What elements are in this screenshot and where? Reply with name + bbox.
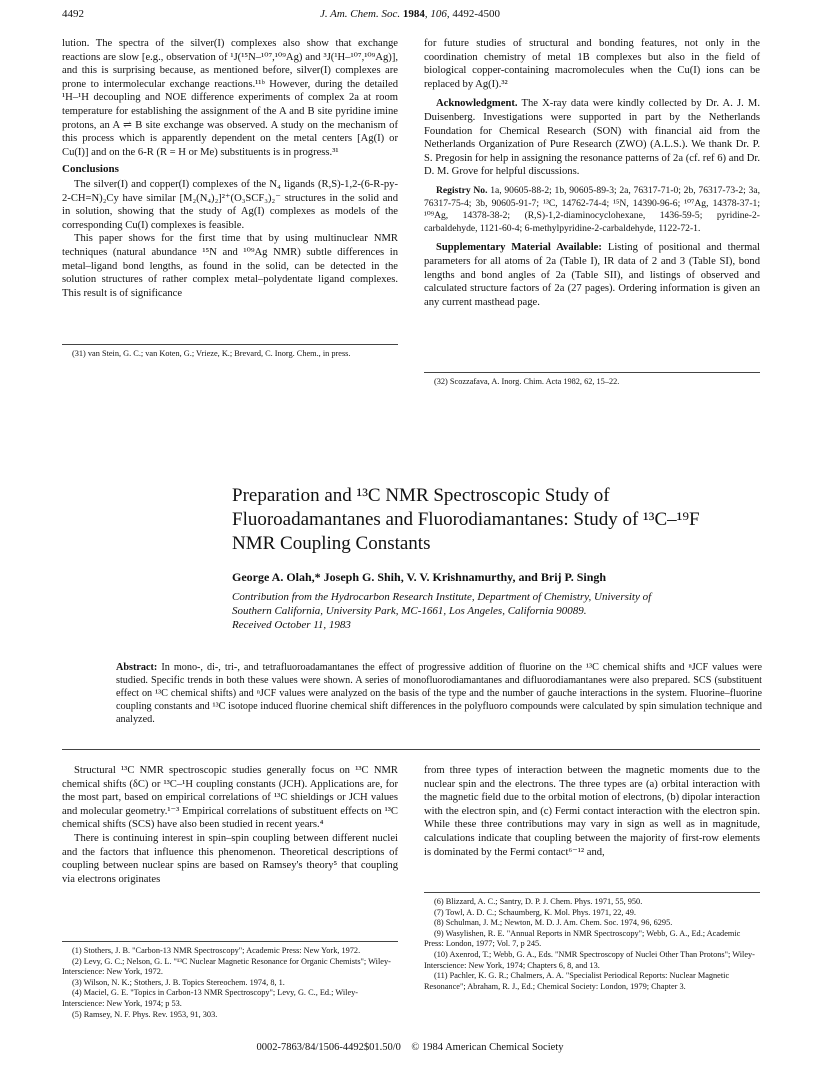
article-left-column bbox=[62, 764, 398, 886]
footnote-item: (11) Pachler, K. G. R.; Chalmers, A. A. "Specialist Periodical Reports: Nuclear Magnetic Resonance"; Abraham, R. J., Ed.; Chemical Society: London, 1979; Chapter 3. bbox=[424, 971, 730, 991]
registry-label: Registry No. bbox=[436, 184, 488, 196]
footnote-rule bbox=[424, 372, 760, 373]
registry-text: 1a, 90605-88-2; 1b, 90605-89-3; 2a, 76317-71-0; 2b, 76317-73-2; 3a, 76317-75-4; 3b, 90605-91-7; ¹³C, 14762-74-4; ¹⁵N, 14390-96-6; ¹⁰⁷Ag, 14378-37-1; ¹⁰⁹Ag, 14378-38-2; (R,S)-1,2-diaminocyclohexane, 1436-59-5; pyridine-2-carbaldehyde, 1121-60-4; 6-methylpyridine-2-carbaldehyde, 1122-72-1. bbox=[424, 184, 760, 234]
prev-article-right-column bbox=[424, 37, 760, 309]
article-affiliation bbox=[232, 590, 772, 632]
article-footnotes-left bbox=[62, 946, 398, 1020]
journal-year: 1984 bbox=[402, 8, 425, 20]
page-number: 4492 bbox=[62, 8, 84, 20]
footnote-text: (32) Scozzafava, A. Inorg. Chim. Acta 1982, 62, 15–22. bbox=[434, 377, 620, 386]
supplementary-material bbox=[424, 241, 760, 309]
body-paragraph: from three types of interaction between the magnetic moments due to the nuclear spin and the electrons. The three types are (a) orbital interaction with the magnetic field due to the orbital motion of electrons, (b) dipolar interaction with the electron spin, and (c) Fermi contact interaction with the electron spin. While these three contributions may vary in sign as well as in magnitude, calculations indicate that coupling between the majority of first-row elements is dominated by the Fermi contact⁶⁻¹² and, bbox=[424, 765, 760, 858]
footnote-rule bbox=[62, 941, 398, 942]
footnote-item: (1) Stothers, J. B. "Carbon-13 NMR Spectroscopy"; Academic Press: New York, 1972. bbox=[72, 946, 361, 955]
footnote-item: (9) Wasylishen, R. E. "Annual Reports in NMR Spectroscopy"; Webb, G. A., Ed.; Academic Press: London, 1977; Vol. 7, p 245. bbox=[424, 928, 741, 949]
prev-footnote-31 bbox=[62, 349, 398, 360]
page-footer bbox=[0, 1042, 820, 1053]
journal-volume: 106 bbox=[430, 8, 447, 20]
title-line: NMR Coupling Constants bbox=[232, 533, 431, 554]
supplementary-label: Supplementary Material Available: bbox=[436, 242, 602, 254]
footnote-item: (4) Maciel, G. E. "Topics in Carbon-13 NMR Spectroscopy"; Levy, G. C., Ed.; Wiley-Interscience: New York, 1974; p 53. bbox=[62, 988, 359, 1008]
footnote-item: (2) Levy, G. C.; Nelson, G. L. "¹³C Nuclear Magnetic Resonance for Organic Chemists"; Wiley-Interscience: New York, 1972. bbox=[62, 956, 391, 977]
affiliation-line: Southern California, University Park, MC-1661, Los Angeles, California 90089. bbox=[232, 605, 587, 617]
conclusions-paragraph: The silver(I) and copper(I) complexes of the N₄ ligands (R,S)-1,2-(6-R-py-2-CH=N)₂Cy have similar [M₂(N₄)₂]²⁺(O₃SCF₃)₂⁻ structures in the solid and in solution, showing that the study of Ag(I) complexes as models of the corresponding Cu(I) complexes is feasible. bbox=[62, 178, 398, 231]
footnote-item: (3) Wilson, N. K.; Stothers, J. B. Topics Stereochem. 1974, 8, 1. bbox=[72, 977, 285, 987]
footnote-item: (8) Schulman, J. M.; Newton, M. D. J. Am. Chem. Soc. 1974, 96, 6295. bbox=[434, 918, 673, 928]
footer-code: 0002-7863/84/1506-4492$01.50/0 bbox=[256, 1042, 401, 1053]
prev-article-paragraph: for future studies of structural and bonding features, not only in the coordination chemistry of metal 1B complexes but also in the field of biological copper-containing macromolecules when the Cu(I) ions can be replaced by Ag(I).³² bbox=[424, 38, 760, 90]
conclusions-heading: Conclusions bbox=[62, 163, 119, 176]
affiliation-line: Contribution from the Hydrocarbon Research Institute, Department of Chemistry, University of bbox=[232, 591, 652, 603]
article-abstract bbox=[116, 661, 762, 726]
footnote-text: (31) van Stein, G. C.; van Koten, G.; Vrieze, K.; Brevard, C. Inorg. Chem., in press. bbox=[72, 349, 351, 358]
body-paragraph: Structural ¹³C NMR spectroscopic studies generally focus on ¹³C NMR chemical shifts (δC) or ¹³C–¹H coupling constants (JCH). Applications are, for the most part, based on empirical correlations of ¹³C shieldings or JCH values and molecular geometry.¹⁻³ Empirical correlations of substituent effects on ¹³C chemical shifts (SCS) have also been studied in recent years.⁴ bbox=[62, 765, 398, 831]
prev-article-paragraph: lution. The spectra of the silver(I) complexes also show that exchange reactions are slow [e.g., observation of ¹J(¹⁵N–¹⁰⁷,¹⁰⁹Ag) and ³J(¹H–¹⁰⁷,¹⁰⁹Ag)], and this is surprising because, as mentioned before, silver(I) complexes are prone to intermolecular exchange reactions.¹¹ᵇ However, during the detailed ¹H–¹H decoupling and NOE difference experiments of complex 2a at room temperature for establishing the assignment of the A and B site pyridine imine protons, an A ⇌ B site exchange was observed. A study on the mechanism of this process which is apparently dependent on the metal centers [Ag(I) or Cu(I)] and on the 6-R (R = H or Me) substituents is in progress.³¹ bbox=[62, 38, 398, 158]
article-title bbox=[232, 484, 772, 556]
supplementary-text: Listing of positional and thermal parameters for all atoms of 2a (Table I), IR data of 2 and 3 (Table SI), bond lengths and bond angles of 2a (Table SII), and listings of observed and calculated structure factors of 2a (27 pages). Ordering information is given an any current masthead page. bbox=[424, 242, 760, 308]
prev-article-left-column bbox=[62, 37, 398, 300]
article-authors: George A. Olah,* Joseph G. Shih, V. V. Krishnamurthy, and Brij P. Singh bbox=[232, 570, 607, 584]
footnote-rule bbox=[62, 344, 398, 345]
article-right-column bbox=[424, 764, 760, 859]
acknowledgment-label: Acknowledgment. bbox=[436, 98, 518, 110]
title-line: Preparation and ¹³C NMR Spectroscopic Study of bbox=[232, 485, 610, 506]
footnote-rule bbox=[424, 892, 760, 893]
journal-pages: 4492-4500 bbox=[452, 8, 501, 20]
conclusions-paragraph: This paper shows for the first time that by using multinuclear NMR techniques (natural abundance ¹⁵N and ¹⁰⁹Ag NMR) subtle differences in metal–ligand bond lengths, as found in the solid, can be detected in the solution structures of rather complex metal–polydentate ligand complexes. This result is of significance bbox=[62, 233, 398, 299]
footer-copyright: © 1984 American Chemical Society bbox=[411, 1042, 564, 1053]
prev-footnote-32 bbox=[424, 377, 760, 388]
acknowledgment-text: The X-ray data were kindly collected by Dr. A. J. M. Duisenberg. Investigations were supported in part by the Netherlands Foundation for Chemical Research (SON) with financial aid from the Netherlands Organization of Pure Research (ZWO) (A.L.S.). We thank Dr. P. S. Pregosin for help in assigning the resonance patterns of 2a (cf. ref 6) and Dr. D. M. Grove for helpful discussions. bbox=[424, 98, 760, 178]
article-footnotes-right bbox=[424, 897, 760, 992]
title-line: Fluoroadamantanes and Fluorodiamantanes: Study of ¹³C–¹⁹F bbox=[232, 509, 700, 530]
received-date: Received October 11, 1983 bbox=[232, 619, 351, 631]
section-rule bbox=[62, 749, 760, 750]
abstract-text: In mono-, di-, tri-, and tetrafluoroadamantanes the effect of progressive addition of fluorine on the ¹³C chemical shifts and ⁿJCF values were studied. Specific trends in both these values were shown. A series of monofluorodiamantanes and difluorodiamantanes were also prepared. SCS (substituent effect on ¹³C chemical shifts) and ⁿJCF values were analyzed on the basis of the type and the number of gauche interactions in the system. Fluorine–fluorine coupling constants and ¹³C isotope induced fluorine chemical shift differences in the polyfluoro compounds were calculated by spin simulation technique and analyzed. bbox=[116, 662, 762, 725]
footnote-item: (6) Blizzard, A. C.; Santry, D. P. J. Chem. Phys. 1971, 55, 950. bbox=[434, 897, 643, 906]
acknowledgment bbox=[424, 97, 760, 179]
abstract-label: Abstract: bbox=[116, 662, 158, 673]
registry-numbers bbox=[424, 185, 760, 235]
footnote-item: (5) Ramsey, N. F. Phys. Rev. 1953, 91, 303. bbox=[72, 1009, 218, 1019]
running-header: J. Am. Chem. Soc. 1984, 106, 4492-4500 bbox=[319, 8, 501, 20]
body-paragraph: There is continuing interest in spin–spin coupling between different nuclei and the factors that influence this phenomenon. Theoretical descriptions of coupling between nuclear spins are based on Ramsey's theory⁵ that coupling via electrons originates bbox=[62, 832, 398, 885]
journal-name: J. Am. Chem. Soc. bbox=[319, 8, 401, 20]
footnote-item: (7) Towl, A. D. C.; Schaumberg, K. Mol. Phys. 1971, 22, 49. bbox=[434, 907, 636, 917]
footnote-item: (10) Axenrod, T.; Webb, G. A., Eds. "NMR Spectroscopy of Nuclei Other Than Protons"; Wiley-Interscience: New York, 1974; Chapters 6, 8, and 13. bbox=[424, 949, 755, 970]
